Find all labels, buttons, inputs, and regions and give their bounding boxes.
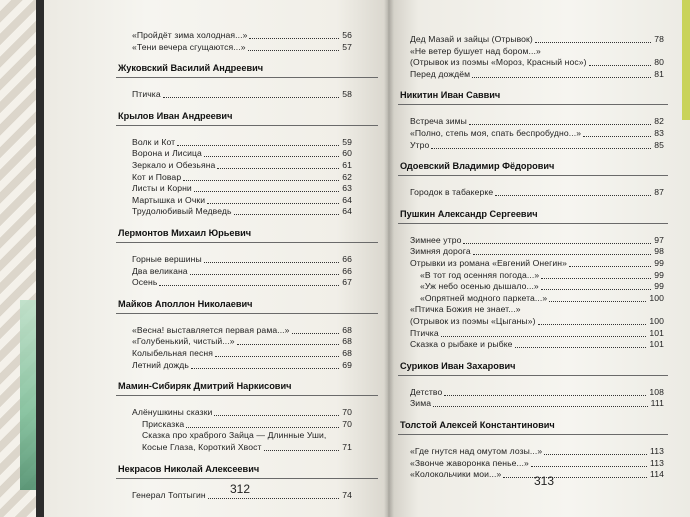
- entry-title: Горные вершины: [132, 254, 202, 264]
- toc-entry: [132, 325, 352, 335]
- entry-page-number: 80: [654, 57, 664, 68]
- entry-title: «Голубенький, чистый...»: [132, 336, 235, 347]
- entry-page-number: 68: [342, 348, 352, 358]
- section-rule: [116, 313, 378, 314]
- leader-dots: [535, 42, 651, 43]
- entry-title: Летний дождь: [132, 359, 189, 370]
- leader-dots: [444, 395, 646, 396]
- entry-title: Осень: [132, 277, 158, 288]
- entry-page-number: 99: [654, 281, 664, 292]
- author-heading: Крылов Иван Андреевич: [118, 110, 233, 121]
- section-rule: [398, 104, 668, 105]
- toc-entry: [142, 430, 352, 440]
- entry-title: Два великана: [132, 265, 188, 276]
- entry-title: Зима: [410, 398, 432, 409]
- entry-page-number: 62: [342, 171, 352, 182]
- entry-page-number: 67: [342, 277, 352, 288]
- toc-entry: [410, 458, 664, 468]
- toc-entry: [410, 398, 664, 408]
- section-rule: [116, 478, 378, 479]
- leader-dots: [186, 427, 339, 428]
- toc-entry: [132, 42, 352, 52]
- entry-title: Сказка про храброго Зайца — Длинные Уши,: [142, 430, 327, 441]
- entry-page-number: 64: [342, 194, 352, 205]
- entry-page-number: 100: [649, 292, 664, 303]
- entry-page-number: 81: [654, 68, 664, 79]
- toc-entry: [410, 187, 664, 197]
- leader-dots: [163, 97, 340, 98]
- entry-page-number: 85: [654, 139, 664, 150]
- leader-dots: [531, 466, 647, 467]
- toc-entry: [410, 446, 664, 456]
- leader-dots: [544, 454, 647, 455]
- leader-dots: [204, 156, 339, 157]
- page-number: 312: [230, 482, 251, 496]
- entry-title: Генерал Топтыгин: [132, 489, 206, 500]
- entry-page-number: 68: [342, 336, 352, 347]
- entry-title: Отрывки из романа «Евгений Онегин»: [410, 258, 567, 268]
- entry-page-number: 69: [342, 359, 352, 370]
- entry-page-number: 63: [342, 183, 352, 194]
- entry-title: «Весна! выставляется первая рама...»: [132, 324, 290, 335]
- entry-title: «Не ветер бушует над бором...»: [410, 45, 541, 56]
- toc-entry: [132, 266, 352, 276]
- toc-entry: [132, 254, 352, 264]
- entry-page-number: 70: [342, 407, 352, 418]
- leader-dots: [204, 262, 339, 263]
- leader-dots: [190, 274, 340, 275]
- toc-entry: [132, 172, 352, 182]
- entry-title: Присказка: [142, 418, 185, 429]
- entry-page-number: 99: [654, 269, 664, 280]
- entry-page-number: 99: [654, 258, 664, 268]
- entry-title: Зеркало и Обезьяна: [132, 160, 216, 170]
- entry-page-number: 58: [342, 89, 352, 100]
- entry-title: «Уж небо осенью дышало...»: [420, 281, 539, 292]
- leader-dots: [541, 289, 651, 290]
- entry-page-number: 74: [342, 489, 352, 500]
- author-heading: Суриков Иван Захарович: [400, 360, 516, 371]
- leader-dots: [237, 344, 340, 345]
- leader-dots: [549, 301, 646, 302]
- entry-page-number: 57: [342, 41, 352, 52]
- entry-title: «Полно, степь моя, спать беспробудно...»: [410, 128, 582, 138]
- leader-dots: [538, 324, 647, 325]
- entry-title: Перед дождём: [410, 68, 471, 79]
- leader-dots: [159, 285, 339, 286]
- leader-dots: [292, 333, 340, 334]
- leader-dots: [441, 336, 647, 337]
- toc-entry: [410, 69, 664, 79]
- entry-page-number: 59: [342, 136, 352, 147]
- toc-entry: [410, 57, 664, 67]
- entry-page-number: 83: [654, 128, 664, 138]
- toc-entry: [410, 339, 664, 349]
- toc-entry: [410, 328, 664, 338]
- entry-title: Зимнее утро: [410, 234, 462, 245]
- leader-dots: [207, 203, 339, 204]
- section-rule: [116, 395, 378, 396]
- leader-dots: [472, 77, 651, 78]
- leader-dots: [463, 243, 651, 244]
- entry-title: «Птичка Божия не знает...»: [410, 304, 521, 315]
- toc-entry: [410, 116, 664, 126]
- entry-title: (Отрывок из поэмы «Цыганы»): [410, 316, 536, 326]
- leader-dots: [503, 477, 647, 478]
- entry-title: Встреча зимы: [410, 116, 467, 127]
- entry-title: (Отрывок из поэмы «Мороз, Красный нос»): [410, 57, 587, 68]
- section-rule: [398, 175, 668, 176]
- entry-page-number: 82: [654, 116, 664, 127]
- entry-page-number: 101: [649, 327, 664, 338]
- entry-page-number: 101: [649, 339, 664, 350]
- entry-page-number: 60: [342, 148, 352, 159]
- toc-entry: [132, 360, 352, 370]
- toc-entry: [132, 195, 352, 205]
- entry-title: «Пройдёт зима холодная...»: [132, 30, 248, 40]
- entry-title: Колыбельная песня: [132, 348, 213, 358]
- entry-title: Дед Мазай и зайцы (Отрывок): [410, 34, 533, 44]
- leader-dots: [569, 266, 651, 267]
- author-heading: Никитин Иван Саввич: [400, 90, 501, 101]
- entry-page-number: 71: [342, 442, 352, 452]
- entry-page-number: 108: [649, 386, 664, 397]
- section-rule: [116, 242, 378, 243]
- entry-title: Волк и Кот: [132, 136, 176, 147]
- toc-entry: [132, 407, 352, 417]
- entry-page-number: 68: [342, 324, 352, 335]
- entry-page-number: 61: [342, 160, 352, 170]
- author-heading: Толстой Алексей Константинович: [400, 420, 555, 430]
- entry-page-number: 64: [342, 206, 352, 217]
- toc-entry: [132, 160, 352, 170]
- entry-page-number: 56: [342, 30, 352, 40]
- toc-entry: [132, 148, 352, 158]
- entry-title: «Колокольчики мои...»: [410, 469, 502, 480]
- entry-title: Косые Глаза, Короткий Хвост: [142, 442, 262, 452]
- leader-dots: [469, 124, 651, 125]
- leader-dots: [249, 38, 339, 39]
- toc-entry: [410, 258, 664, 268]
- toc-entry: [410, 304, 664, 314]
- leader-dots: [473, 254, 652, 255]
- leader-dots: [191, 368, 339, 369]
- entry-title: Детство: [410, 386, 443, 397]
- author-heading: Жуковский Василий Андреевич: [118, 63, 264, 74]
- leader-dots: [208, 498, 339, 499]
- author-heading: Одоевский Владимир Фёдорович: [400, 161, 555, 172]
- leader-dots: [589, 65, 652, 66]
- toc-entry: [420, 293, 664, 303]
- toc-entry: [132, 183, 352, 193]
- entry-title: «Звонче жаворонка пенье...»: [410, 457, 529, 468]
- toc-entry: [410, 235, 664, 245]
- toc-entry: [132, 206, 352, 216]
- entry-page-number: 97: [654, 234, 664, 245]
- leader-dots: [177, 145, 339, 146]
- entry-title: Мартышка и Очки: [132, 194, 206, 205]
- right-page: [388, 0, 690, 517]
- toc-entry: [132, 30, 352, 40]
- entry-title: «Опрятней модного паркета...»: [420, 292, 548, 303]
- entry-title: Алёнушкины сказки: [132, 407, 213, 418]
- toc-entry: [410, 128, 664, 138]
- entry-title: Утро: [410, 139, 430, 150]
- toc-entry: [410, 46, 664, 56]
- book-gutter: [384, 0, 394, 517]
- entry-title: «В тот год осенняя погода...»: [420, 269, 540, 280]
- author-heading: Лермонтов Михаил Юрьевич: [118, 228, 252, 238]
- leader-dots: [183, 180, 339, 181]
- toc-entry: [410, 316, 664, 326]
- entry-title: Кот и Повар: [132, 171, 182, 182]
- entry-page-number: 66: [342, 254, 352, 264]
- toc-entry: [142, 419, 352, 429]
- section-rule: [398, 223, 668, 224]
- leader-dots: [264, 450, 340, 451]
- entry-page-number: 98: [654, 246, 664, 257]
- toc-entry: [410, 387, 664, 397]
- entry-page-number: 114: [650, 469, 664, 480]
- leader-dots: [214, 415, 339, 416]
- toc-entry: [132, 137, 352, 147]
- leader-dots: [234, 214, 340, 215]
- page-number: 313: [534, 474, 555, 488]
- entry-page-number: 78: [654, 34, 664, 44]
- bookmark-edge: [682, 0, 690, 120]
- toc-entry: [420, 270, 664, 280]
- entry-title: Ворона и Лисица: [132, 148, 202, 159]
- section-rule: [116, 125, 378, 126]
- entry-title: Трудолюбивый Медведь: [132, 206, 232, 217]
- entry-title: «Тени вечера сгущаются...»: [132, 41, 246, 52]
- entry-title: Зимняя дорога: [410, 246, 471, 257]
- leader-dots: [248, 50, 340, 51]
- leader-dots: [217, 168, 339, 169]
- toc-entry: [410, 246, 664, 256]
- entry-page-number: 113: [650, 446, 664, 456]
- entry-title: Городок в табакерке: [410, 187, 494, 198]
- leader-dots: [215, 356, 339, 357]
- author-heading: Мамин-Сибиряк Дмитрий Наркисович: [118, 381, 292, 392]
- section-rule: [116, 77, 378, 78]
- entry-page-number: 66: [342, 265, 352, 276]
- leader-dots: [541, 278, 651, 279]
- entry-title: Листы и Корни: [132, 183, 192, 194]
- author-heading: Пушкин Александр Сергеевич: [400, 208, 538, 219]
- entry-title: Сказка о рыбаке и рыбке: [410, 339, 513, 350]
- entry-page-number: 111: [650, 398, 664, 409]
- entry-page-number: 100: [649, 316, 664, 326]
- toc-entry: [132, 89, 352, 99]
- leader-dots: [515, 347, 647, 348]
- leader-dots: [194, 191, 339, 192]
- author-heading: Майков Аполлон Николаевич: [118, 298, 253, 309]
- left-page: [44, 0, 388, 517]
- author-heading: Некрасов Николай Алексеевич: [118, 463, 260, 474]
- entry-page-number: 87: [654, 187, 664, 198]
- section-rule: [398, 375, 668, 376]
- entry-page-number: 70: [342, 418, 352, 429]
- toc-entry: [410, 34, 664, 44]
- toc-entry: [410, 140, 664, 150]
- entry-title: «Где гнутся над омутом лозы...»: [410, 446, 543, 456]
- entry-title: Птичка: [410, 327, 439, 338]
- leader-dots: [495, 195, 651, 196]
- toc-entry: [420, 281, 664, 291]
- section-rule: [398, 434, 668, 435]
- toc-entry: [132, 348, 352, 358]
- leader-dots: [433, 406, 648, 407]
- entry-page-number: 113: [650, 457, 664, 468]
- entry-title: Птичка: [132, 89, 161, 100]
- leader-dots: [583, 136, 651, 137]
- leader-dots: [431, 148, 651, 149]
- toc-entry: [132, 336, 352, 346]
- toc-entry: [142, 442, 352, 452]
- toc-entry: [132, 277, 352, 287]
